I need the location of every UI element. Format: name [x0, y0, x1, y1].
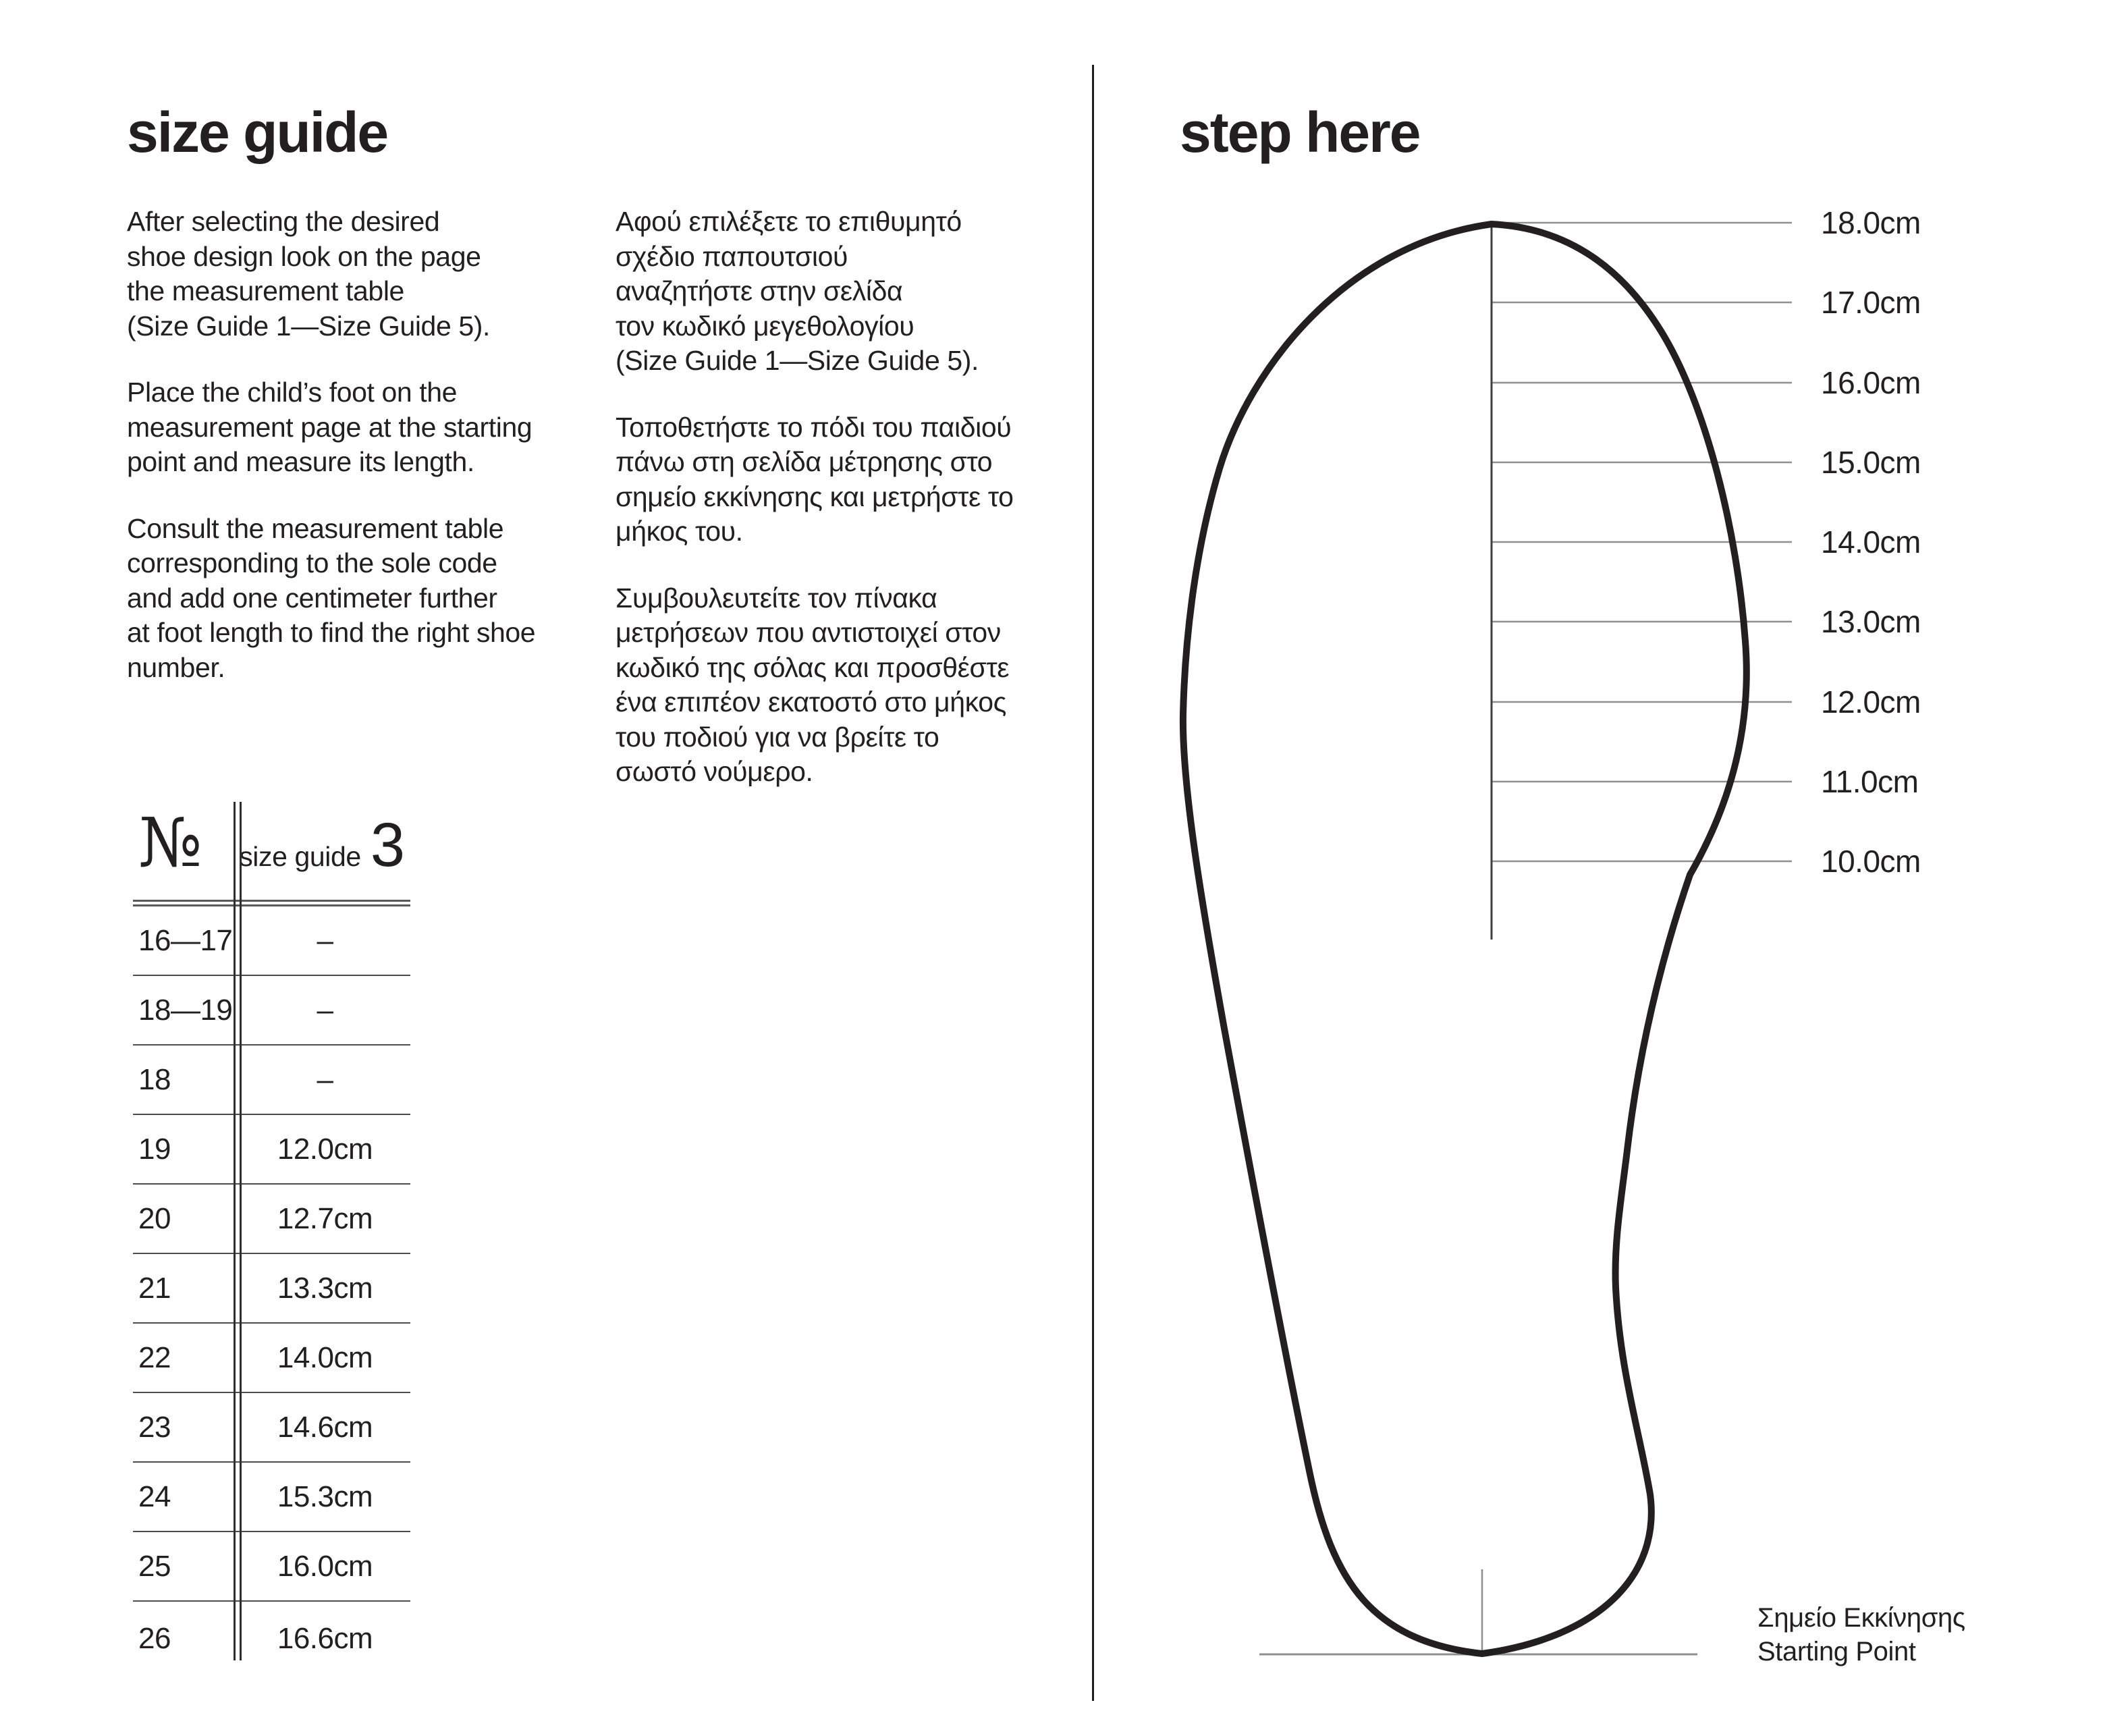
size-cell: 18 — [138, 1062, 171, 1096]
length-cell: 14.0cm — [277, 1340, 373, 1374]
ruler-label-13cm: 13.0cm — [1821, 604, 1921, 639]
size-cell: 19 — [138, 1132, 171, 1166]
starting-point-caption — [1757, 1601, 1965, 1669]
page-title-step-here: step here — [1180, 101, 1420, 165]
text-line: Place the child’s foot on the — [127, 377, 458, 408]
text-line: and add one centimeter further — [127, 582, 497, 614]
ruler-label-16cm: 16.0cm — [1821, 365, 1921, 400]
length-cell: 16.0cm — [277, 1549, 373, 1583]
text-line: (Size Guide 1—Size Guide 5). — [127, 310, 490, 342]
length-cell: 12.0cm — [277, 1132, 373, 1166]
text-line: μετρήσεων που αντιστοιχεί στον — [616, 617, 1001, 648]
text-line: After selecting the desired — [127, 206, 440, 237]
starting-point-caption-english: Starting Point — [1757, 1637, 1916, 1666]
size-cell: 22 — [138, 1340, 171, 1374]
text-line: Αφού επιλέξετε το επιθυμητό — [616, 206, 962, 237]
length-cell: – — [317, 1062, 333, 1096]
length-cell: 15.3cm — [277, 1480, 373, 1513]
text-line: the measurement table — [127, 275, 404, 306]
text-line: ένα επιπέον εκατοστό στο μήκος — [616, 686, 1006, 717]
size-cell: 24 — [138, 1480, 171, 1513]
ruler-label-14cm: 14.0cm — [1821, 524, 1921, 560]
text-line: measurement page at the starting — [127, 411, 532, 443]
text-line: Συμβουλευτείτε τον πίνακα — [616, 582, 937, 614]
size-cell: 18—19 — [138, 993, 233, 1027]
text-line: (Size Guide 1—Size Guide 5). — [616, 345, 979, 376]
starting-point-caption-greek: Σημείο Εκκίνησης — [1757, 1603, 1965, 1633]
text-line: τον κωδικό μεγεθολογίου — [616, 310, 914, 342]
text-line: point and measure its length. — [127, 446, 474, 477]
foot-outline — [1183, 224, 1747, 1654]
text-line: του ποδιού για να βρείτε το — [616, 721, 939, 753]
size-cell: 23 — [138, 1410, 171, 1444]
page-title-size-guide: size guide — [127, 101, 388, 165]
text-line: πάνω στη σελίδα μέτρησης στο — [616, 446, 993, 477]
table-header-guide-number: 3 — [370, 811, 404, 879]
table-header-label: size guide — [239, 841, 361, 872]
ruler-label-15cm: 15.0cm — [1821, 445, 1921, 480]
text-line: κωδικό της σόλας και προσθέστε — [616, 651, 1010, 683]
text-line: Τοποθετήστε το πόδι του παιδιού — [616, 411, 1012, 443]
text-line: shoe design look on the page — [127, 240, 481, 272]
text-line: at foot length to find the right shoe — [127, 617, 536, 648]
length-cell: – — [317, 923, 333, 957]
ruler-label-11cm: 11.0cm — [1821, 764, 1919, 799]
size-cell: 21 — [138, 1271, 171, 1305]
size-cell: 20 — [138, 1201, 171, 1235]
length-cell: – — [317, 993, 333, 1027]
ruler-label-18cm: 18.0cm — [1821, 205, 1921, 240]
ruler-label-17cm: 17.0cm — [1821, 285, 1921, 320]
text-line: σχέδιο παπουτσιού — [616, 240, 848, 272]
text-line: αναζητήστε στην σελίδα — [616, 275, 903, 306]
ruler-label-10cm: 10.0cm — [1821, 844, 1921, 879]
text-line: μήκος του. — [616, 516, 743, 547]
ruler-label-12cm: 12.0cm — [1821, 684, 1921, 720]
text-line: Consult the measurement table — [127, 512, 504, 544]
text-line: σωστό νούμερο. — [616, 756, 813, 787]
text-line: σημείο εκκίνησης και μετρήστε το — [616, 481, 1014, 512]
length-cell: 16.6cm — [277, 1622, 373, 1655]
text-line: corresponding to the sole code — [127, 547, 497, 578]
ruler-lines — [1492, 223, 1792, 861]
numero-sign: № — [138, 803, 202, 882]
size-cell: 26 — [138, 1622, 171, 1655]
length-cell: 12.7cm — [277, 1201, 373, 1235]
length-cell: 14.6cm — [277, 1410, 373, 1444]
text-line: number. — [127, 651, 225, 683]
size-cell: 16—17 — [138, 923, 233, 957]
length-cell: 13.3cm — [277, 1271, 373, 1305]
size-cell: 25 — [138, 1549, 171, 1583]
